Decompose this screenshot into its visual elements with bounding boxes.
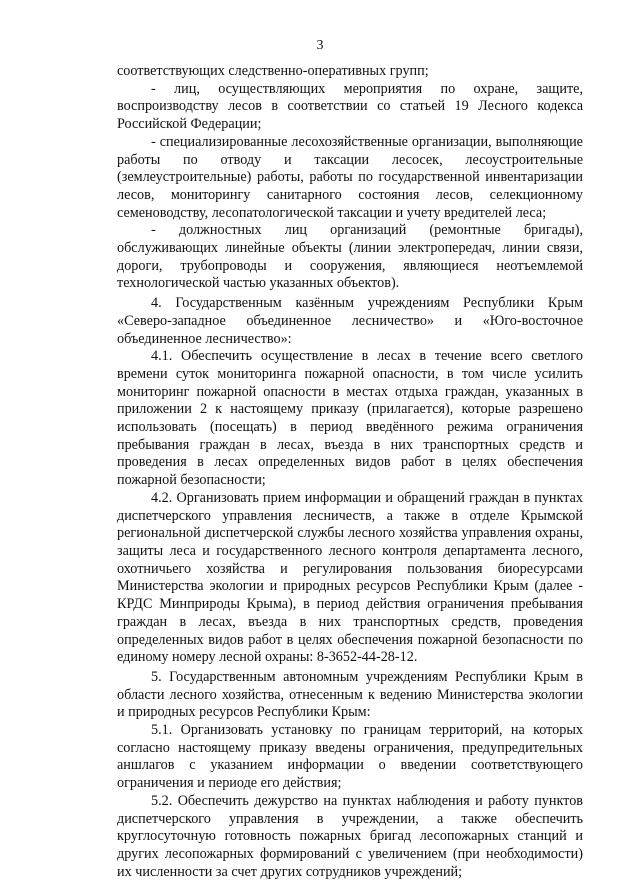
paragraph: соответствующих следственно-оперативных групп; — [117, 63, 429, 79]
document-body — [117, 63, 583, 881]
paragraph: 4.2. Организовать прием информации и обращений граждан в пунктах диспетчерского управления лесничеств, а также в отделе Крымской региональной диспетчерской службы лесного хозяйства управления охраны, защиты леса и государственного лесного контроля департамента лесного, охотничьего хозяйства и регулирования пользования биоресурсами Министерства экологии и природных ресурсов Республики Крым (далее - КРДС Минприроды Крыма), в период действия ограничения пребывания граждан в лесах, въезда в них транспортных средств, проведения определенных видов работ в целях обеспечения пожарной безопасности по единому номеру лесной охраны: 8-3652-44-28-12. — [117, 489, 583, 666]
paragraph: 4.1. Обеспечить осуществление в лесах в течение всего светлого времени суток мониторинга пожарной опасности, в том числе усилить мониторинг пожарной опасности в местах отдыха граждан, указанных в приложении 2 к настоящему приказу (прилагается), которые разрешено использовать (посещать) в период введённого режима ограничения пребывания граждан в лесах, въезда в них транспортных средств и проведения в лесах определенных видов работ в целях обеспечения пожарной безопасности; — [117, 348, 583, 489]
page-number: 3 — [316, 38, 324, 53]
paragraph: 5.2. Обеспечить дежурство на пунктах наблюдения и работу пунктов диспетчерского управления в учреждении, а также обеспечить круглосуточную готовность пожарных бригад лесопожарных станций и других лесопожарных формирований с увеличением (при необходимости) их численности за счет других сотрудников учреждений; — [117, 792, 583, 880]
paragraph: 5. Государственным автономным учреждениям Республики Крым в области лесного хозяйства, отнесенным к ведению Министерства экологии и природных ресурсов Республики Крым: — [117, 668, 583, 721]
paragraph: - лиц, осуществляющих мероприятия по охране, защите, воспроизводству лесов в соответствии со статьей 19 Лесного кодекса Российской Федерации; — [117, 80, 583, 133]
paragraph: 5.1. Организовать установку по границам территорий, на которых согласно настоящему приказу введены ограничения, предупредительных аншлагов с указанием информации о введении соответствующего ограничения и периоде его действия; — [117, 722, 583, 792]
paragraph: - должностных лиц организаций (ремонтные бригады), обслуживающих линейные объекты (линии электропередач, линии связи, дороги, трубопроводы и сооружения, являющиеся неотъемлемой технологической частью указанных объектов). — [117, 222, 583, 292]
paragraph: 4. Государственным казённым учреждениям Республики Крым «Северо-западное объединенное лесничество» и «Юго-восточное объединенное лесничество»: — [117, 295, 583, 347]
paragraph: - специализированные лесохозяйственные организации, выполняющие работы по отводу и таксации лесосек, лесоустроительные (землеустроительные) работы, работы по государственной инвентаризации лесов, мониторингу санитарного состояния лесов, селекционному семеноводству, лесопатологической таксации и учету вредителей леса; — [117, 133, 583, 221]
